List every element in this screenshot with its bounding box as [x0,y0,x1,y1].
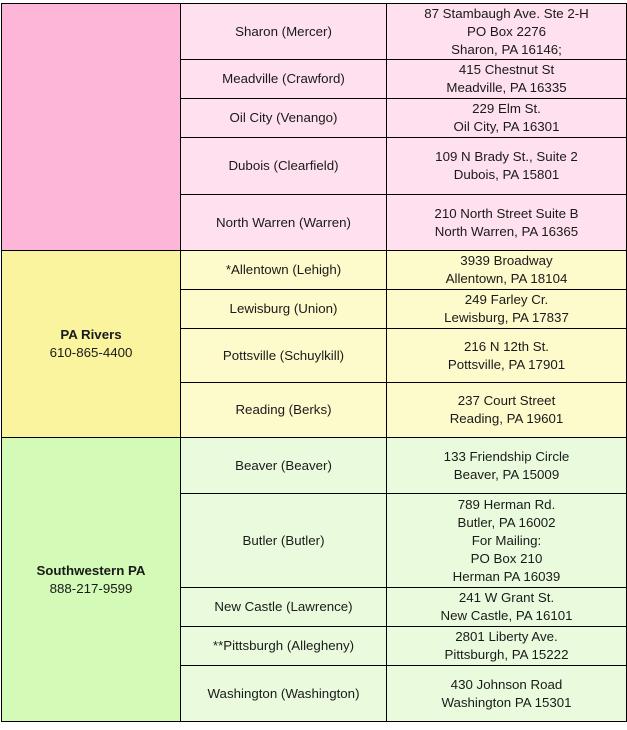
address-line: Butler, PA 16002 [457,514,556,530]
address-line: Pottsville, PA 17901 [447,356,566,372]
region-cell [2,251,181,438]
region-phone: 888-217-9599 [49,580,133,596]
table-row [2,251,627,290]
office-address [387,494,627,588]
address-line: 109 N Brady St., Suite 2 [435,149,578,164]
address-line: 430 Johnson Road [450,676,563,692]
address-line: Beaver, PA 15009 [453,466,560,482]
office-location: *Allentown (Lehigh) [181,251,387,290]
address-line: Meadville, PA 16335 [446,80,567,95]
office-address [387,60,627,99]
office-location: Dubois (Clearfield) [181,138,387,195]
address-line: 229 Elm St. [472,101,541,116]
office-location: Sharon (Mercer) [181,4,387,60]
address-line: Dubois, PA 15801 [453,167,560,182]
office-location: North Warren (Warren) [181,195,387,251]
table-row [2,4,627,60]
address-line: 241 W Grant St. [458,590,555,605]
office-address [387,99,627,138]
address-line: 87 Stambaugh Ave. Ste 2-H [424,5,589,21]
table-row [2,438,627,494]
office-address [387,383,627,438]
office-location: Pottsville (Schuylkill) [181,329,387,383]
office-address [387,627,627,666]
offices-table [1,3,627,722]
office-location: New Castle (Lawrence) [181,588,387,627]
address-line: PO Box 210 [470,550,543,566]
address-line: 415 Chestnut St [458,62,555,77]
address-line: Pittsburgh, PA 15222 [444,647,569,662]
address-line: Allentown, PA 18104 [445,271,568,286]
office-location: Meadville (Crawford) [181,60,387,99]
address-line: North Warren, PA 16365 [434,223,579,239]
office-address [387,588,627,627]
region-name: PA Rivers [60,327,122,342]
address-line: 210 North Street Suite B [434,205,579,221]
office-location: Beaver (Beaver) [181,438,387,494]
office-address [387,329,627,383]
office-location: **Pittsburgh (Allegheny) [181,627,387,666]
address-line: Oil City, PA 16301 [453,119,560,134]
address-line: 789 Herman Rd. [457,496,556,512]
address-line: Sharon, PA 16146; [451,41,562,57]
office-address [387,666,627,722]
address-line: PO Box 2276 [466,23,547,39]
office-address [387,251,627,290]
address-line: 3939 Broadway [460,253,553,268]
office-address [387,438,627,494]
region-name: Southwestern PA [36,562,146,578]
region-cell [2,4,181,251]
address-line: Herman PA 16039 [452,568,561,584]
offices-table-body [2,4,627,722]
office-location: Washington (Washington) [181,666,387,722]
address-line: 2801 Liberty Ave. [455,629,558,644]
office-location: Oil City (Venango) [181,99,387,138]
region-cell [2,438,181,722]
office-location: Butler (Butler) [181,494,387,588]
region-phone: 610-865-4400 [49,345,133,360]
address-line: New Castle, PA 16101 [440,608,573,623]
office-address [387,195,627,251]
office-address [387,138,627,195]
office-location: Reading (Berks) [181,383,387,438]
address-line: 237 Court Street [457,393,556,408]
address-line: 133 Friendship Circle [443,448,570,464]
office-location: Lewisburg (Union) [181,290,387,329]
address-line: 216 N 12th St. [463,338,549,354]
office-address [387,290,627,329]
address-line: Reading, PA 19601 [449,411,564,426]
address-line: For Mailing: [471,532,542,548]
address-line: 249 Farley Cr. [464,292,549,307]
office-address [387,4,627,60]
address-line: Lewisburg, PA 17837 [444,310,569,325]
address-line: Washington PA 15301 [441,694,572,710]
